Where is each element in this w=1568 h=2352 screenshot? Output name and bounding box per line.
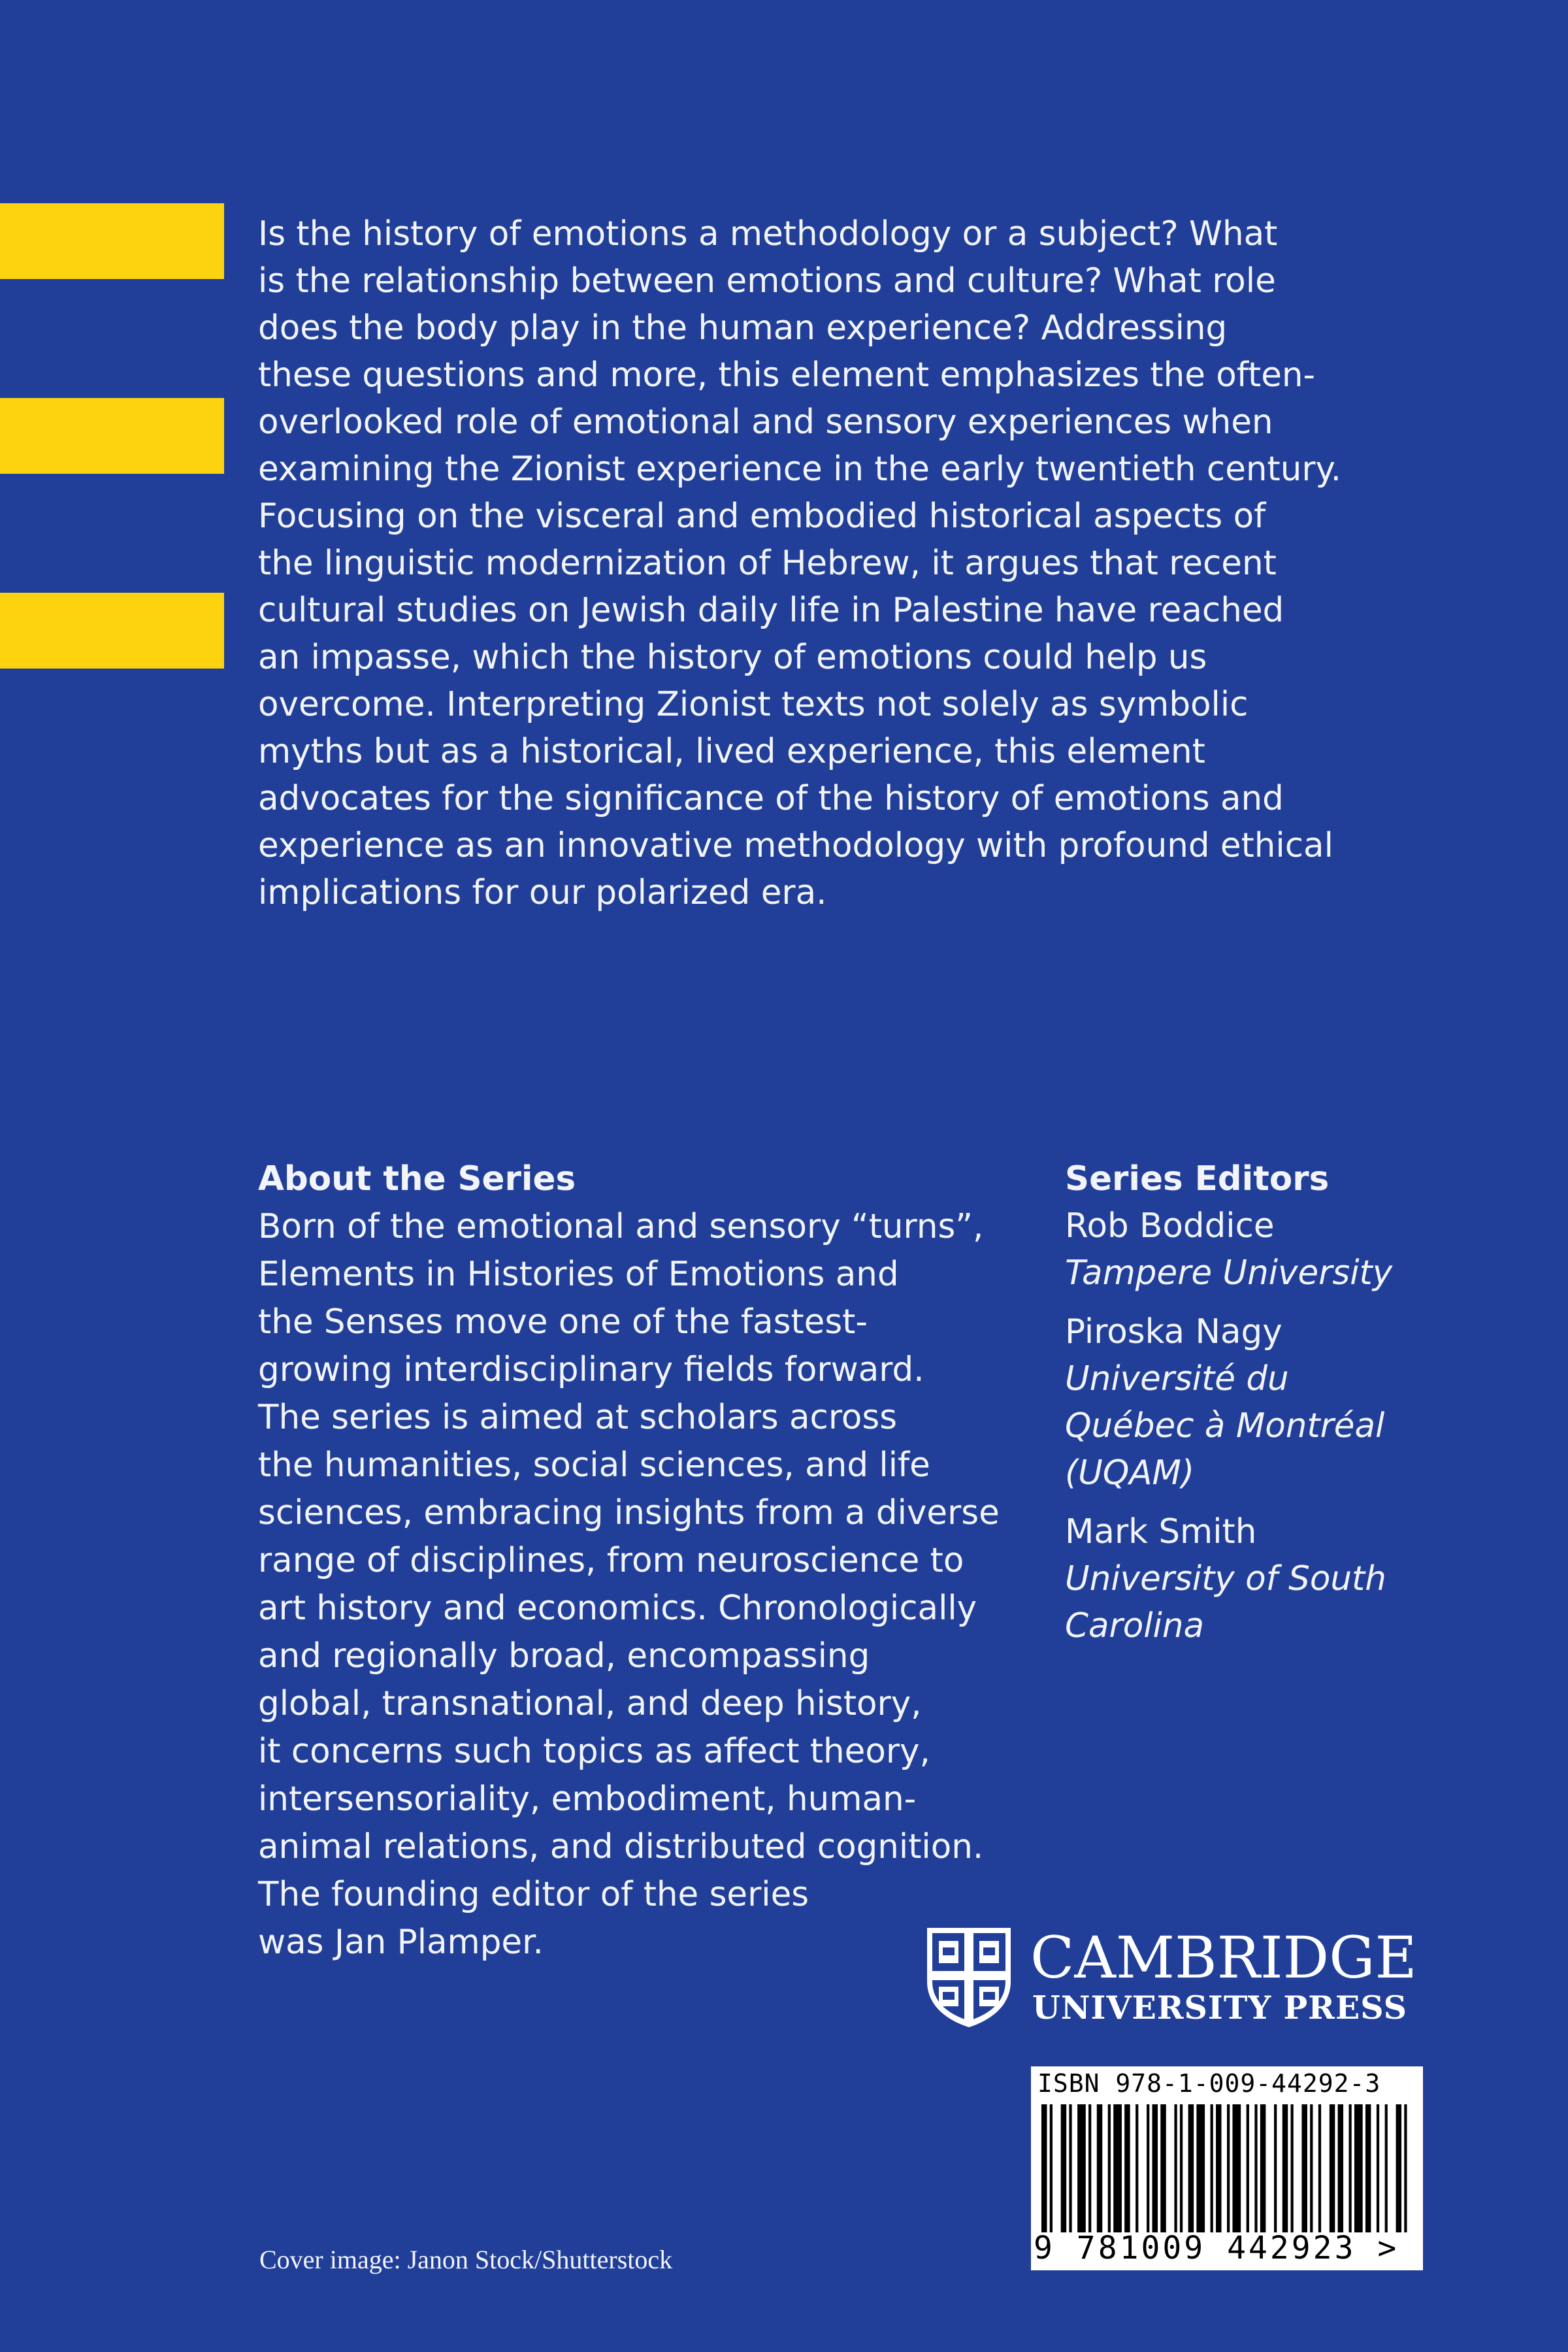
barcode-bar [1254, 2104, 1257, 2232]
description-line: implications for our polarized era. [258, 873, 827, 912]
editor-entry [1065, 1508, 1561, 1649]
yellow-stripe [0, 593, 224, 669]
barcode-bar [1135, 2104, 1138, 2232]
barcode-bar [1097, 2104, 1102, 2232]
publisher-subtitle: UNIVERSITY PRESS [1032, 1989, 1407, 2027]
about-series-line: The series is aimed at scholars across [258, 1398, 898, 1437]
barcode-bar [1108, 2104, 1111, 2232]
description-line: an impasse, which the history of emotions could help us [258, 638, 1207, 677]
about-series-line: The founding editor of the series [258, 1875, 809, 1914]
about-series-line: art history and economics. Chronologically [258, 1589, 977, 1628]
about-series-line: range of disciplines, from neuroscience to [258, 1541, 964, 1580]
barcode-bar [1282, 2104, 1288, 2232]
barcode-bar [1180, 2104, 1183, 2232]
barcode-bar [1330, 2104, 1335, 2232]
editor-name: Mark Smith [1065, 1512, 1257, 1551]
editor-entry [1065, 1308, 1561, 1497]
barcode-bar [1227, 2104, 1230, 2232]
barcode-bars [1041, 2104, 1413, 2232]
publisher-name: CAMBRIDGE [1030, 1924, 1417, 1991]
description-line: myths but as a historical, lived experience, this element [258, 732, 1205, 771]
barcode-bar [1050, 2104, 1053, 2232]
editor-affiliation: (UQAM) [1065, 1453, 1195, 1493]
description-line: Focusing on the visceral and embodied historical aspects of [258, 497, 1266, 536]
about-series-line: the humanities, social sciences, and life [258, 1446, 930, 1485]
about-series-heading: About the Series [258, 1159, 576, 1199]
description-line: these questions and more, this element emphasizes the often- [258, 356, 1316, 395]
about-series-line: global, transnational, and deep history, [258, 1684, 922, 1723]
barcode-bar [1349, 2104, 1352, 2232]
barcode-bar [1113, 2104, 1122, 2232]
yellow-stripe [0, 398, 224, 474]
barcode-bar [1174, 2104, 1177, 2232]
description-line: does the body play in the human experience? Addressing [258, 308, 1228, 348]
description-line: overcome. Interpreting Zionist texts not solely as symbolic [258, 685, 1249, 724]
barcode-bar [1196, 2104, 1205, 2232]
barcode-bar [1041, 2104, 1047, 2232]
barcode-bar [1385, 2104, 1388, 2232]
barcode-bar [1260, 2104, 1266, 2232]
barcode-bar [1301, 2104, 1307, 2232]
series-editors [1065, 1155, 1561, 1661]
about-series-line: growing interdisciplinary fields forward. [258, 1350, 924, 1389]
barcode-bar [1077, 2104, 1086, 2232]
ean-digits: 9 781009 442923 > [1034, 2230, 1399, 2266]
barcode-bar [1088, 2104, 1091, 2232]
about-series-line: it concerns such topics as affect theory, [258, 1732, 930, 1771]
series-editors-heading: Series Editors [1065, 1159, 1330, 1199]
about-series-line: and regionally broad, encompassing [258, 1636, 870, 1676]
barcode-bar [1396, 2104, 1401, 2232]
barcode-bar [1365, 2104, 1371, 2232]
barcode-bar [1211, 2104, 1213, 2232]
about-series-line: Born of the emotional and sensory “turns”, [258, 1207, 984, 1246]
book-description [258, 210, 1434, 916]
barcode-bar [1310, 2104, 1313, 2232]
description-line: the linguistic modernization of Hebrew, it argues that recent [258, 544, 1277, 583]
barcode-bar [1247, 2104, 1249, 2232]
barcode-bar [1152, 2104, 1158, 2232]
about-series-line: animal relations, and distributed cognition. [258, 1827, 984, 1866]
barcode-bar [1354, 2104, 1363, 2232]
description-line: overlooked role of emotional and sensory experiences when [258, 403, 1273, 442]
description-line: experience as an innovative methodology with profound ethical [258, 826, 1333, 865]
barcode-bar [1160, 2104, 1166, 2232]
description-line: is the relationship between emotions and culture? What role [258, 261, 1276, 301]
barcode-bar [1290, 2104, 1293, 2232]
description-line: Is the history of emotions a methodology or a subject? What [258, 214, 1278, 254]
editor-affiliation: Québec à Montréal [1065, 1406, 1385, 1446]
editor-affiliation: University of South [1065, 1559, 1386, 1598]
about-series-line: was Jan Plamper. [258, 1923, 544, 1962]
isbn-barcode [1031, 2066, 1423, 2270]
barcode-bar [1147, 2104, 1149, 2232]
editor-affiliation: Université du [1065, 1359, 1289, 1399]
editor-name: Piroska Nagy [1065, 1312, 1282, 1351]
editor-affiliation: Carolina [1065, 1606, 1205, 1646]
barcode-bar [1061, 2104, 1066, 2232]
barcode-bar [1188, 2104, 1194, 2232]
editor-entry [1065, 1202, 1561, 1297]
cambridge-university-press-logo [924, 1925, 1428, 2030]
description-line: cultural studies on Jewish daily life in Palestine have reached [258, 591, 1284, 630]
about-the-series [258, 1155, 1042, 1966]
about-series-line: Elements in Histories of Emotions and [258, 1255, 899, 1294]
about-series-line: intersensoriality, embodiment, human- [258, 1780, 917, 1819]
editor-affiliation: Tampere University [1065, 1253, 1393, 1293]
barcode-bar [1338, 2104, 1343, 2232]
barcode-bar [1404, 2104, 1407, 2232]
description-line: examining the Zionist experience in the early twentieth century. [258, 450, 1342, 489]
barcode-bar [1377, 2104, 1379, 2232]
barcode-bar [1216, 2104, 1221, 2232]
cover-image-credit: Cover image: Janon Stock/Shutterstock [259, 2245, 673, 2274]
about-series-line: the Senses move one of the fastest- [258, 1302, 868, 1342]
barcode-bar [1318, 2104, 1321, 2232]
barcode-bar [1274, 2104, 1277, 2232]
description-line: advocates for the significance of the history of emotions and [258, 779, 1284, 818]
barcode-bar [1124, 2104, 1130, 2232]
about-series-line: sciences, embracing insights from a diverse [258, 1493, 1000, 1532]
barcode-bar [1069, 2104, 1071, 2232]
barcode-bar [1232, 2104, 1241, 2232]
isbn-number: ISBN 978-1-009-44292-3 [1037, 2069, 1381, 2098]
cambridge-shield-icon [924, 1925, 1013, 2029]
editor-name: Rob Boddice [1065, 1206, 1275, 1246]
yellow-stripe [0, 203, 224, 279]
